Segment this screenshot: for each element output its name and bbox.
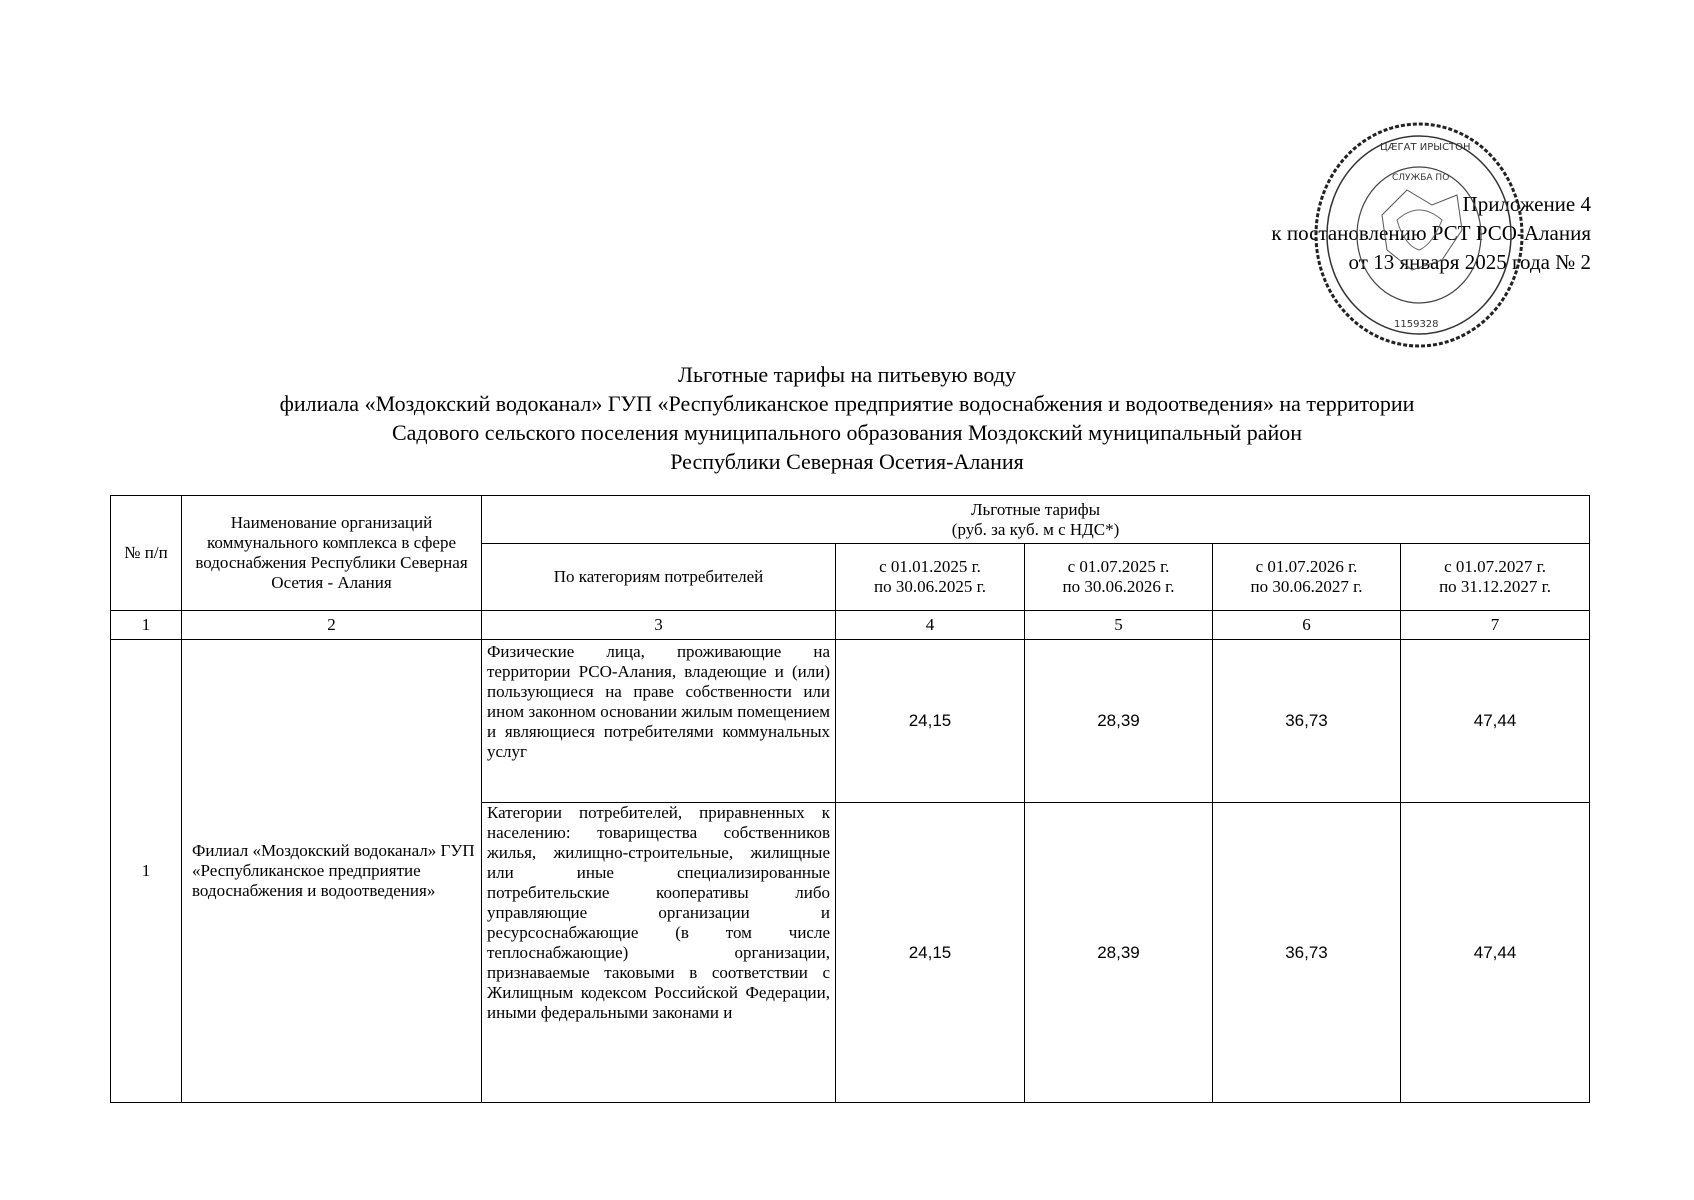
column-index: 4 (836, 611, 1025, 640)
header-period-4-from: с 01.07.2027 г. (1444, 557, 1546, 576)
header-period-3 (1213, 544, 1401, 611)
document-title (100, 360, 1594, 476)
header-period-2 (1025, 544, 1213, 611)
header-period-1 (836, 544, 1025, 611)
header-period-2-from: с 01.07.2025 г. (1067, 557, 1170, 576)
row-number: 1 (111, 640, 182, 1103)
column-index: 6 (1213, 611, 1401, 640)
header-tariffs-unit: (руб. за куб. м с НДС*) (951, 519, 1120, 539)
tariff-value: 36,73 (1213, 803, 1401, 1103)
header-category: По категориям потребителей (482, 544, 836, 611)
consumer-category: Категории потребителей, приравненных к населению: товарищества собственников жилья, жилищно-строительные, жилищные или иные специализированные потребительские кооперативы либо управляющие организации и ресурсоснабжающие (в том числе теплоснабжающие) организации, признаваемые таковыми в соответствии с Жилищным кодексом Российской Федерации, иными федеральными законами и (487, 803, 830, 1022)
header-period-4 (1401, 544, 1590, 611)
column-index-row (111, 611, 1590, 640)
header-period-3-from: с 01.07.2026 г. (1255, 557, 1358, 576)
organization-name: Филиал «Моздокский водоканал» ГУП «Республиканское предприятие водоснабжения и водоотведения» (182, 640, 482, 1103)
header-tariffs-group (482, 496, 1590, 544)
header-num: № п/п (111, 496, 182, 611)
appendix-line-1: Приложение 4 (1462, 192, 1591, 216)
tariffs-table (110, 495, 1590, 1103)
appendix-line-2: к постановлению РСТ РСО-Алания (1271, 221, 1591, 245)
seal-text-top: ЦÆГАТ ИРЫСТОН (1380, 142, 1471, 153)
official-seal (1312, 120, 1527, 350)
title-line-1: Льготные тарифы на питьевую воду (678, 362, 1016, 387)
header-period-1-to: по 30.06.2025 г. (874, 577, 986, 596)
consumer-category: Физические лица, проживающие на территории РСО-Алания, владеющие и (или) пользующиеся на праве собственности или ином законном основании жилым помещением и являющиеся потребителями коммунальных услуг (482, 640, 836, 803)
tariff-value: 47,44 (1401, 640, 1590, 803)
column-index: 3 (482, 611, 836, 640)
header-tariffs-title: Льготные тарифы (970, 499, 1101, 519)
header-period-1-from: с 01.01.2025 г. (879, 557, 981, 576)
title-line-3: Садового сельского поселения муниципального образования Моздокский муниципальный район (391, 420, 1303, 445)
tariff-value: 28,39 (1025, 803, 1213, 1103)
header-period-4-to: по 31.12.2027 г. (1439, 577, 1551, 596)
column-index: 1 (111, 611, 182, 640)
tariff-value: 36,73 (1213, 640, 1401, 803)
seal-text-mid: СЛУЖБА ПО (1392, 173, 1450, 183)
tariff-value: 28,39 (1025, 640, 1213, 803)
consumer-category-cell (482, 803, 836, 1103)
table-row (111, 640, 1590, 803)
seal-number: 1159328 (1394, 319, 1439, 330)
tariff-value: 47,44 (1401, 803, 1590, 1103)
header-period-2-to: по 30.06.2026 г. (1062, 577, 1175, 596)
title-line-4: Республики Северная Осетия-Алания (670, 449, 1024, 474)
column-index: 5 (1025, 611, 1213, 640)
title-line-2: филиала «Моздокский водоканал» ГУП «Республиканское предприятие водоснабжения и водоотведения» на территории (279, 391, 1415, 416)
appendix-line-3: от 13 января 2025 года № 2 (1348, 250, 1591, 274)
column-index: 2 (182, 611, 482, 640)
header-organization: Наименование организаций коммунального комплекса в сфере водоснабжения Республики Северная Осетия - Алания (182, 496, 482, 611)
header-period-3-to: по 30.06.2027 г. (1250, 577, 1363, 596)
tariff-value: 24,15 (836, 640, 1025, 803)
column-index: 7 (1401, 611, 1590, 640)
tariff-value: 24,15 (836, 803, 1025, 1103)
